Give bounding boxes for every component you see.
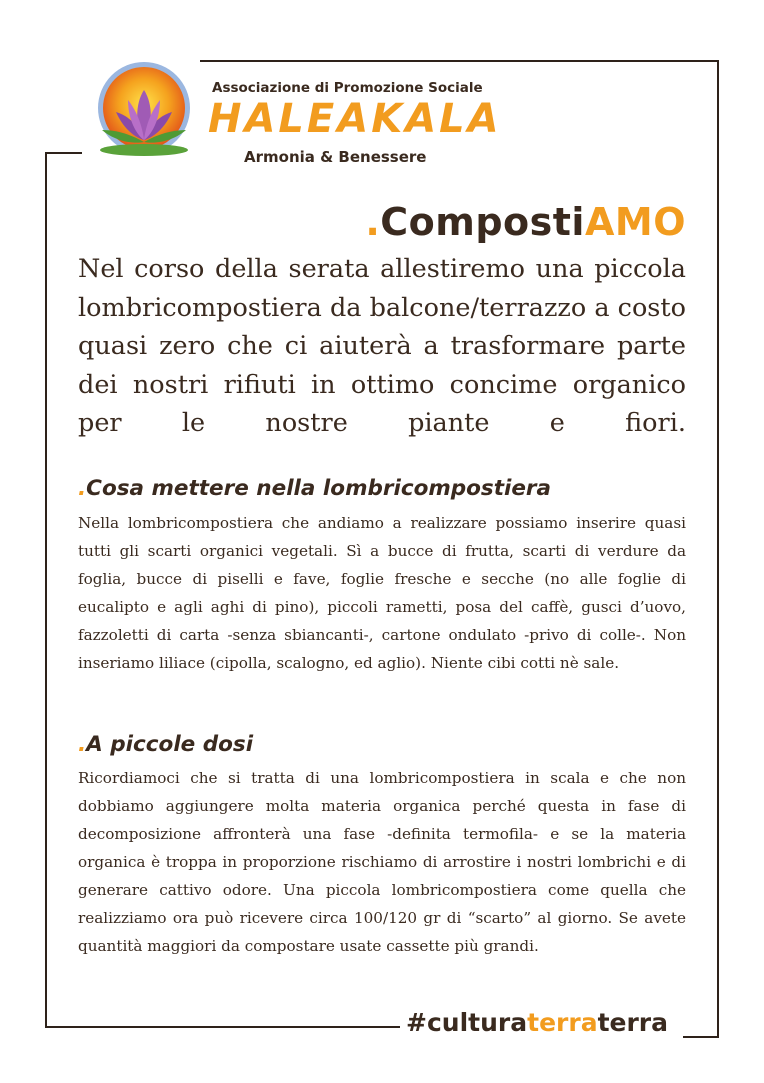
page-title [365,200,686,244]
frame-bottom-line [45,1026,400,1028]
section-body-cosa-mettere: Nella lombricompostiera che andiamo a realizzare possiamo inserire quasi tutti gli scarti organici vegetali. Sì a bucce di frutta, scarti di verdure da foglia, bucce di piselli e fave, foglie fresche e secche (no alle foglie di eucalipto e agli aghi di pino), piccoli rametti, posa del caffè, gusci d’uovo, fazzoletti di carta -senza sbiancanti-, cartone ondulato -privo di colle-. Non inseriamo liliace (cipolla, scalogno, ed aglio). Niente cibi cotti nè sale. [78,514,686,672]
frame-bottom-right-stub [683,1036,719,1038]
hashtag-terra-1: terra [527,1008,598,1037]
association-label: Associazione di Promozione Sociale [212,80,483,96]
frame-left-stub [45,152,82,154]
footer-hashtag [406,1008,668,1037]
section-bullet: . [78,732,87,757]
frame-top-line [200,60,719,62]
hashtag-terra-2: terra [597,1008,668,1037]
title-bullet: . [365,200,381,244]
section-body-piccole-dosi: Ricordiamoci che si tratta di una lombricompostiera in scala e che non dobbiamo aggiungere molta materia organica perché questa in fase di decomposizione affronterà una fase -definita termofila- e se la materia organica è troppa in proporzione rischiamo di arrostire i nostri lombrichi e di generare cattivo odore. Una piccola lombricompostiera come quella che realizziamo ora può ricevere circa 100/120 gr di “scarto” al giorno. Se avete quantità maggiori da compostare usate cassette più grandi. [78,769,686,955]
section-bullet: . [78,476,87,501]
section-heading-text: A piccole dosi [86,732,254,757]
section-heading-cosa-mettere [78,476,551,501]
section-heading-text: Cosa mettere nella lombricompostiera [86,476,552,501]
frame-right-line [717,60,719,1038]
org-tagline: Armonia & Benessere [244,148,427,166]
hashtag-prefix: #cultura [406,1008,528,1037]
org-name: HALEAKALA [208,96,502,142]
frame-left-line [45,152,47,1028]
lotus-logo-icon [94,60,194,160]
title-accent: AMO [584,200,686,244]
title-main: Composti [380,200,585,244]
intro-paragraph: Nel corso della serata allestiremo una piccola lombricompostiera da balcone/terrazzo a costo quasi zero che ci aiuterà a trasformare parte dei nostri rifiuti in ottimo concime organico per le nostre piante e fiori. [78,254,686,438]
section-heading-piccole-dosi [78,732,253,757]
